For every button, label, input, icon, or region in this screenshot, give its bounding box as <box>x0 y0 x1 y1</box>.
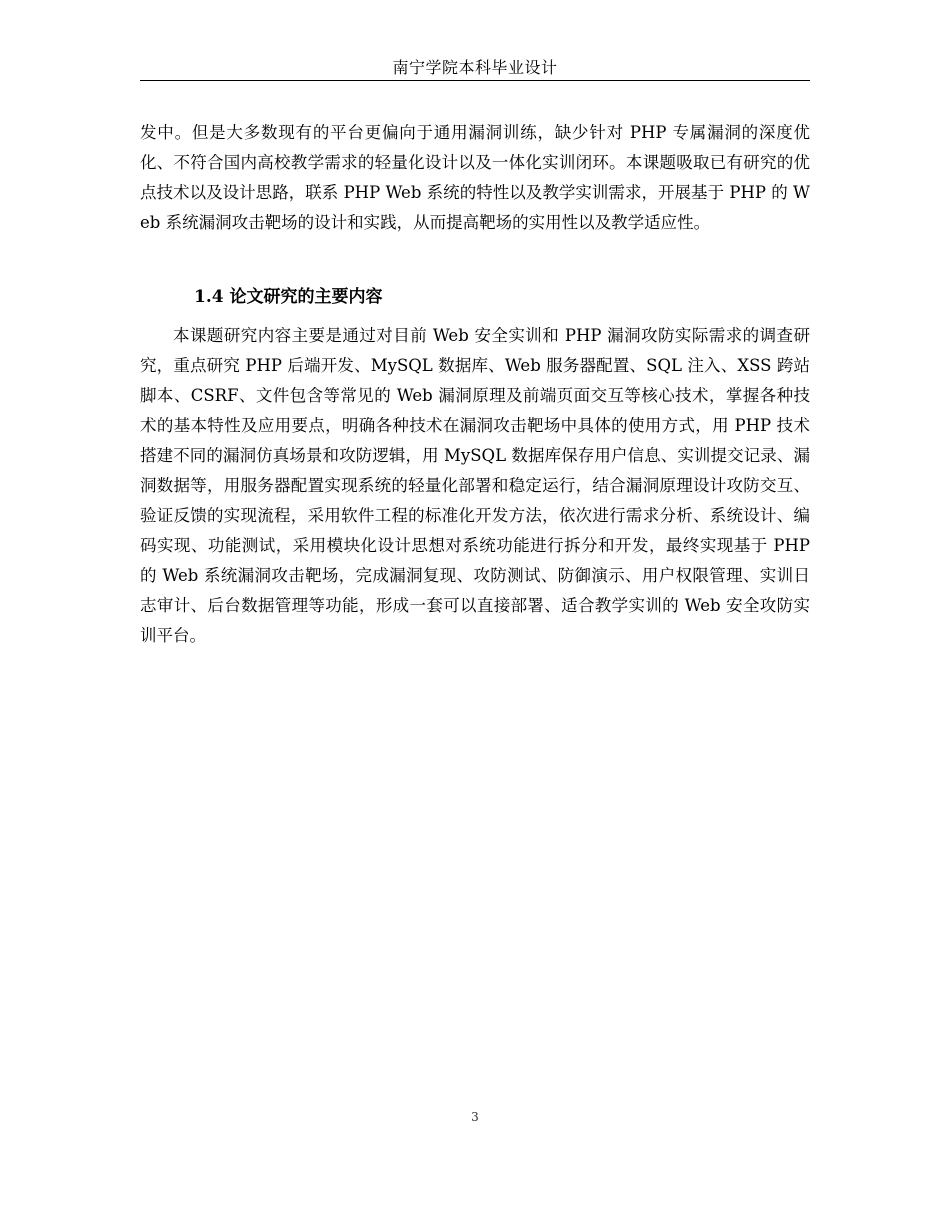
section-heading: 1.4 论文研究的主要内容 <box>194 287 383 307</box>
body-paragraph: 本课题研究内容主要是通过对目前 Web 安全实训和 PHP 漏洞攻防实际需求的调查研究，重点研究 PHP 后端开发、MySQL 数据库、Web 服务器配置、SQL 注入、XSS 跨站脚本、CSRF、文件包含等常见的 Web 漏洞原理及前端页面交互等核心技术，掌握各种技术的基本特性及应用要点，明确各种技术在漏洞攻击靶场中具体的使用方式，用 PHP 技术搭建不同的漏洞仿真场景和攻防逻辑，用 MySQL 数据库保存用户信息、实训提交记录、漏洞数据等，用服务器配置实现系统的轻量化部署和稳定运行，结合漏洞原理设计攻防交互、验证反馈的实现流程，采用软件工程的标准化开发方法，依次进行需求分析、系统设计、编码实现、功能测试，采用模块化设计思想对系统功能进行拆分和开发，最终实现基于 PHP 的 Web 系统漏洞攻击靶场，完成漏洞复现、攻防测试、防御演示、用户权限管理、实训日志审计、后台数据管理等功能，形成一套可以直接部署、适合教学实训的 Web 安全攻防实训平台。 <box>140 326 810 645</box>
body-paragraph: 发中。但是大多数现有的平台更偏向于通用漏洞训练，缺少针对 PHP 专属漏洞的深度优化、不符合国内高校教学需求的轻量化设计以及一体化实训闭环。本课题吸取已有研究的优点技术以及设计思路，联系 PHP Web 系统的特性以及教学实训需求，开展基于 PHP 的 Web 系统漏洞攻击靶场的设计和实践，从而提高靶场的实用性以及教学适应性。 <box>140 123 810 232</box>
page-header: 南宁学院本科毕业设计 <box>140 58 810 81</box>
page-number: 3 <box>471 1110 479 1124</box>
